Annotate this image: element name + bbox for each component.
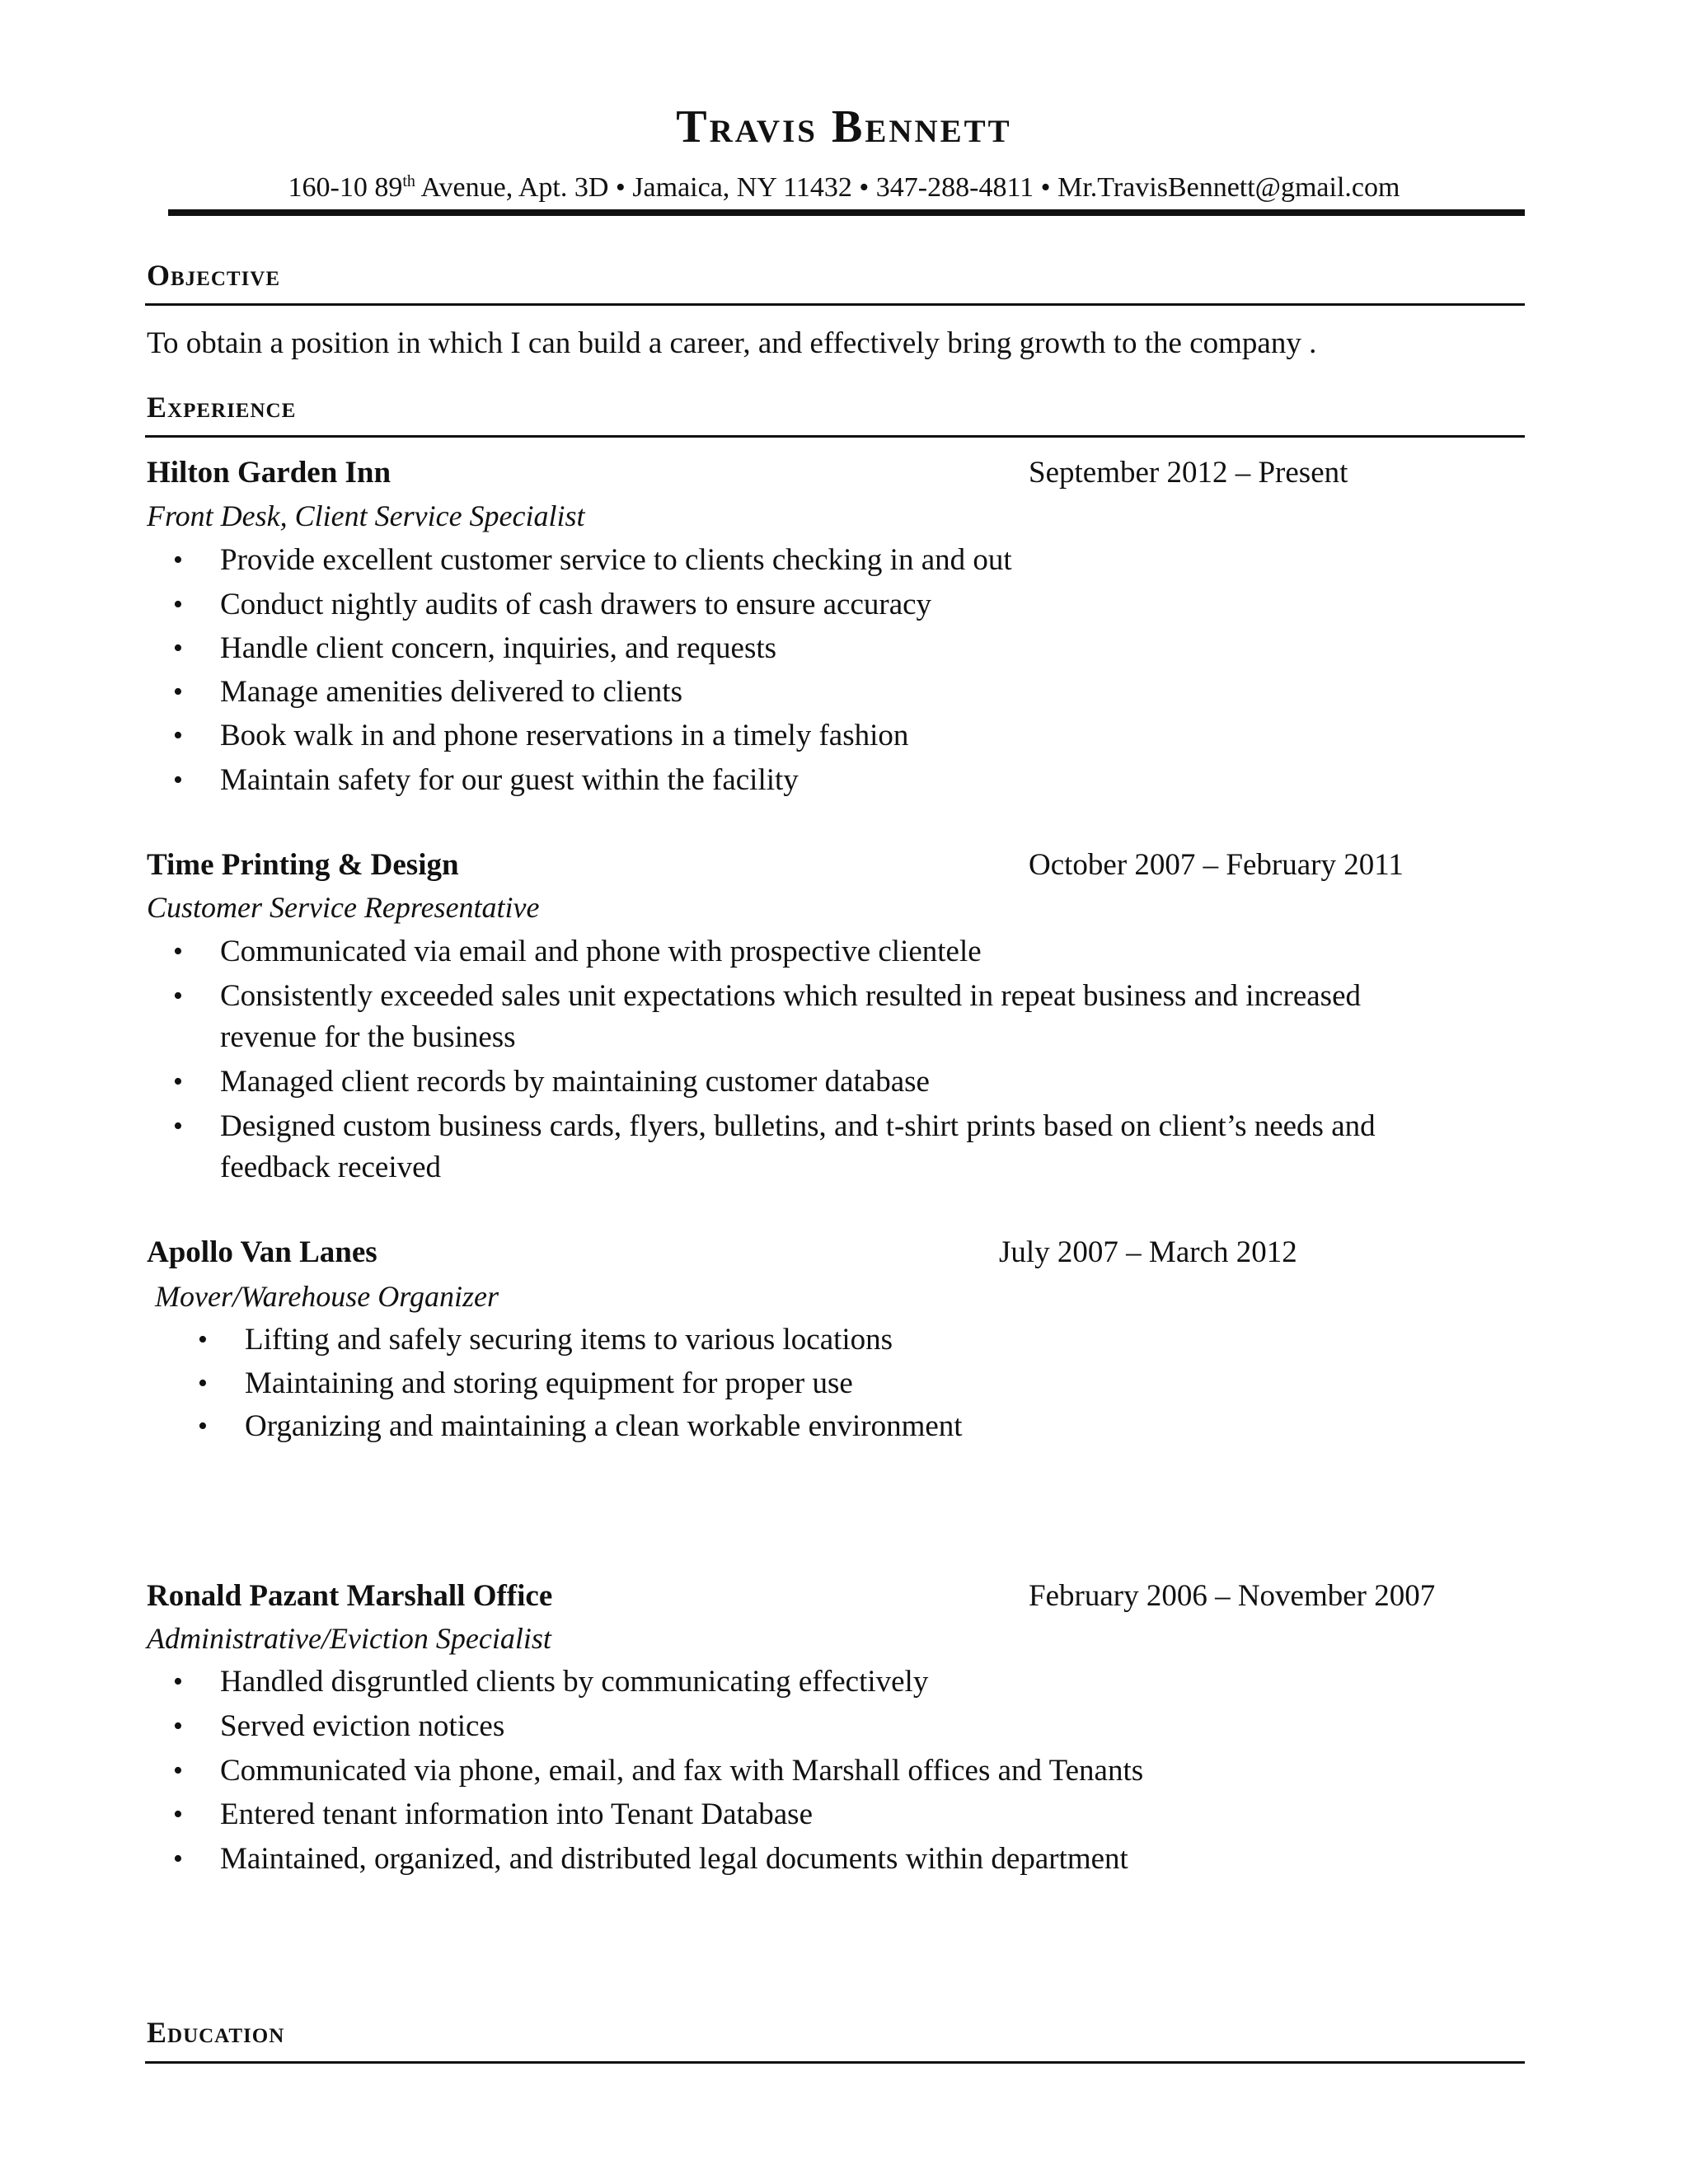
address-suffix: th — [402, 172, 415, 190]
objective-divider — [145, 303, 1525, 306]
contact-line — [0, 163, 1688, 206]
job-company: Ronald Pazant Marshall Office — [147, 1579, 553, 1613]
job-dates: February 2006 – November 2007 — [1029, 1579, 1436, 1613]
job-company: Hilton Garden Inn — [147, 456, 392, 490]
job-dates: July 2007 – March 2012 — [999, 1235, 1297, 1269]
job-role: Front Desk, Client Service Specialist — [147, 499, 585, 532]
objective-text: To obtain a position in which I can build a career, and effectively bring growth to the company . — [147, 326, 1317, 360]
job-role: Mover/Warehouse Organizer — [155, 1280, 499, 1313]
header-divider — [168, 209, 1525, 216]
job-dates: September 2012 – Present — [1029, 456, 1348, 490]
education-divider — [145, 2061, 1525, 2064]
job-company: Time Printing & Design — [147, 848, 459, 882]
contact-details: Avenue, Apt. 3D • Jamaica, NY 11432 • 347-288-4811 • Mr.TravisBennett@gmail.com — [415, 172, 1400, 203]
objective-heading: Objective — [147, 259, 281, 292]
job-company: Apollo Van Lanes — [147, 1235, 377, 1269]
job-dates: October 2007 – February 2011 — [1029, 848, 1404, 882]
job-role: Customer Service Representative — [147, 891, 540, 924]
job-role: Administrative/Eviction Specialist — [147, 1622, 551, 1655]
experience-heading: Experience — [147, 391, 297, 424]
experience-divider — [145, 435, 1525, 438]
education-heading: Education — [147, 2016, 285, 2049]
resume-name: Travis Bennett — [676, 101, 1012, 152]
address-number: 160-10 89 — [288, 172, 403, 203]
